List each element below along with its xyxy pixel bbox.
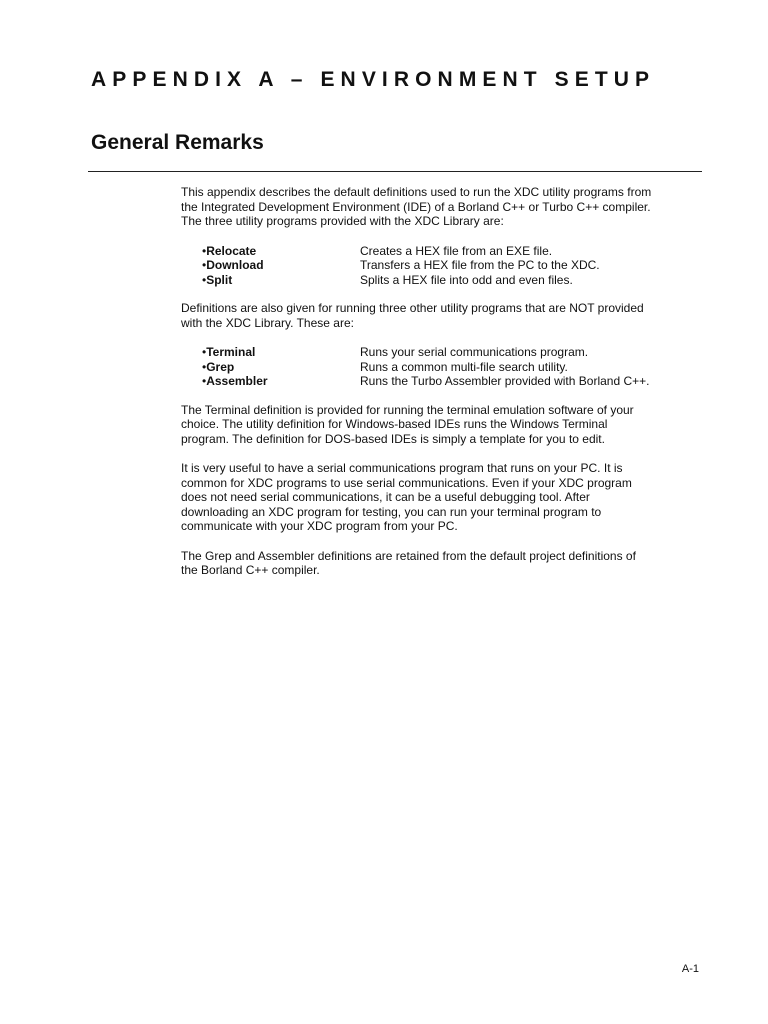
paragraph-line: The Terminal definition is provided for running the terminal emulation software of your [181, 402, 634, 417]
serial-paragraph [181, 461, 701, 534]
intro-paragraph [181, 185, 701, 229]
list-item-assembler [181, 374, 701, 389]
paragraph-line: program. The definition for DOS-based IDEs is simply a template for you to edit. [181, 431, 605, 446]
grep-paragraph [181, 549, 701, 578]
program-description: Runs a common multi-file search utility. [360, 359, 568, 374]
document-body [181, 185, 701, 578]
list-item-terminal [181, 345, 701, 360]
paragraph-line: does not need serial communications, it can be a useful debugging tool. After [181, 490, 590, 504]
program-description: Transfers a HEX file from the PC to the XDC. [360, 258, 600, 272]
program-name: Terminal [206, 345, 256, 359]
bullet-icon: • [202, 258, 207, 272]
paragraph-line: The Grep and Assembler definitions are retained from the default project definitions of [181, 548, 636, 563]
list-item-relocate [181, 244, 701, 259]
program-name: Relocate [206, 243, 257, 258]
program-description: Splits a HEX file into odd and even files. [360, 272, 573, 287]
provided-programs-list [181, 244, 701, 288]
bullet-icon: • [202, 374, 207, 388]
paragraph-line: with the XDC Library. These are: [181, 315, 354, 330]
program-description: Runs your serial communications program. [360, 345, 589, 359]
list-item-split [181, 273, 701, 288]
paragraph-line: The three utility programs provided with the XDC Library are: [181, 214, 504, 228]
paragraph-line: common for XDC programs to use serial communications. Even if your XDC program [181, 475, 632, 490]
program-name: Split [206, 272, 233, 287]
bullet-icon: • [202, 359, 207, 374]
list-item-download [181, 258, 701, 273]
paragraph-line: Definitions are also given for running three other utility programs that are NOT provided [181, 301, 644, 315]
paragraph-line: choice. The utility definition for Windows-based IDEs runs the Windows Terminal [181, 417, 608, 431]
page-number: A-1 [681, 963, 699, 975]
program-name: Download [206, 258, 264, 272]
other-programs-list [181, 345, 701, 389]
program-name: Grep [206, 359, 235, 374]
bullet-icon: • [202, 272, 207, 287]
bullet-icon: • [202, 243, 207, 258]
program-description: Runs the Turbo Assembler provided with Borland C++. [360, 374, 650, 388]
paragraph-line: It is very useful to have a serial communications program that runs on your PC. It is [181, 461, 623, 475]
other-programs-intro [181, 301, 701, 330]
program-name: Assembler [206, 374, 268, 388]
paragraph-line: downloading an XDC program for testing, you can run your terminal program to [181, 504, 602, 519]
paragraph-line: This appendix describes the default definitions used to run the XDC utility programs from [181, 185, 652, 199]
section-title: General Remarks [91, 131, 264, 154]
bullet-icon: • [202, 345, 207, 359]
appendix-header: APPENDIX A – ENVIRONMENT SETUP [91, 68, 656, 91]
section-divider [88, 171, 702, 172]
paragraph-line: the Borland C++ compiler. [181, 563, 320, 577]
paragraph-line: communicate with your XDC program from your PC. [181, 519, 458, 533]
program-description: Creates a HEX file from an EXE file. [360, 243, 553, 258]
list-item-grep [181, 360, 701, 375]
paragraph-line: the Integrated Development Environment (IDE) of a Borland C++ or Turbo C++ compiler. [181, 199, 651, 214]
terminal-paragraph [181, 403, 701, 447]
